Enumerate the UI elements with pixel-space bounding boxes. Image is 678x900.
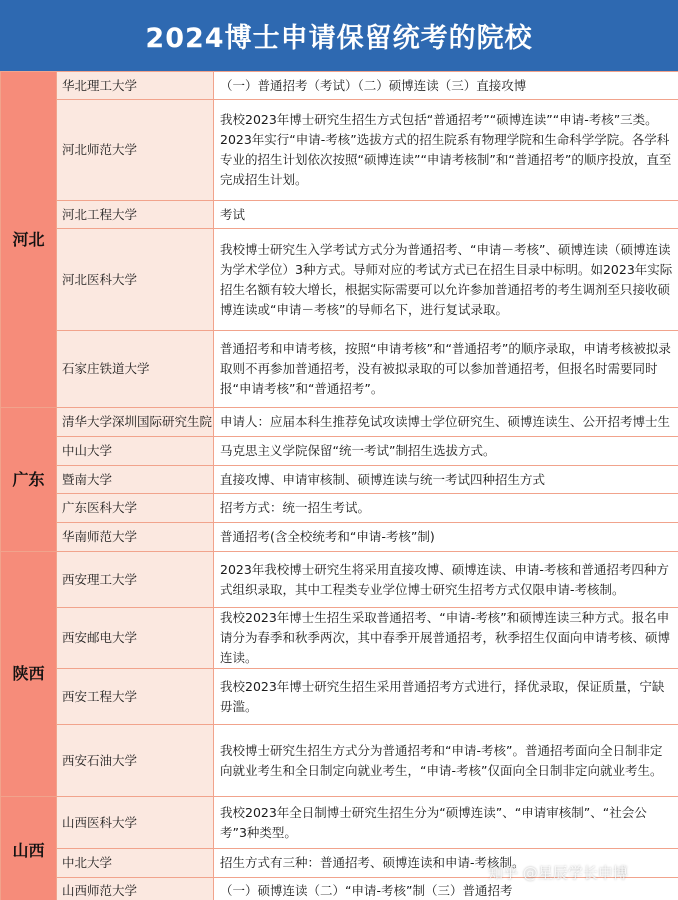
university-cell: 西安石油大学	[57, 725, 214, 797]
table-row	[1, 494, 678, 523]
university-cell: 中山大学	[57, 437, 214, 466]
description-cell: 我校2023年博士研究生招生方式包括“普通招考”“硕博连读”“申请-考核”三类。2023年实行“申请-考核”选拔方式的招生院系有物理学院和生命科学学院。各学科专业的招生计划依次按照“硕博连读”“申请考核制”和“普通招考”的顺序投放，直至完成招生计划。	[214, 100, 678, 201]
university-cell: 西安理工大学	[57, 552, 214, 608]
table-row	[1, 201, 678, 229]
table-row	[1, 100, 678, 201]
university-cell: 华北理工大学	[57, 72, 214, 100]
university-cell: 广东医科大学	[57, 494, 214, 523]
description-cell: 招考方式：统一招生考试。	[214, 494, 678, 523]
table-row	[1, 437, 678, 466]
description-cell: 我校博士研究生入学考试方式分为普通招考、“申请－考核”、硕博连读（硕博连读为学术学位）3种方式。导师对应的考试方式已在招生目录中标明。如2023年实际招生名额有较大增长，根据实际需要可以允许参加普通招考的考生调剂至只接收硕博连读或“申请－考核”的导师名下，进行复试录取。	[214, 229, 678, 331]
description-cell: 我校2023年全日制博士研究生招生分为“硕博连读”、“申请审核制”、“社会公考”3种类型。	[214, 797, 678, 849]
university-cell: 暨南大学	[57, 466, 214, 494]
university-cell: 中北大学	[57, 849, 214, 878]
table-row	[1, 725, 678, 797]
province-hebei: 河北	[1, 72, 57, 408]
university-cell: 西安工程大学	[57, 669, 214, 725]
page-title: 2024博士申请保留统考的院校	[0, 0, 678, 71]
table-row	[1, 229, 678, 331]
table-row	[1, 331, 678, 408]
table-row	[1, 72, 678, 100]
description-cell: 我校2023年博士生招生采取普通招考、“申请-考核”和硕博连读三种方式。报名申请分为春季和秋季两次，其中春季开展普通招考，秋季招生仅面向申请考核、硕博连读。	[214, 608, 678, 669]
table-row	[1, 608, 678, 669]
description-cell: 申请人：应届本科生推荐免试攻读博士学位研究生、硕博连读生、公开招考博士生	[214, 408, 678, 437]
description-cell: （一）硕博连读（二）“申请-考核”制（三）普通招考	[214, 878, 678, 900]
university-cell: 清华大学深圳国际研究生院	[57, 408, 214, 437]
university-cell: 华南师范大学	[57, 523, 214, 552]
description-cell: 普通招考(含全校统考和“申请-考核”制)	[214, 523, 678, 552]
table-row	[1, 466, 678, 494]
university-cell: 山西师范大学	[57, 878, 214, 900]
province-guangdong: 广东	[1, 408, 57, 552]
description-cell: 考试	[214, 201, 678, 229]
school-table	[0, 71, 678, 900]
university-cell: 山西医科大学	[57, 797, 214, 849]
description-cell: 招生方式有三种：普通招考、硕博连读和申请-考核制。	[214, 849, 678, 878]
description-cell: 普通招考和申请考核，按照“申请考核”和“普通招考”的顺序录取，申请考核被拟录取则不再参加普通招考，没有被拟录取的可以参加普通招考，但报名时需要同时报“申请考核”和“普通招考”。	[214, 331, 678, 408]
table-row	[1, 408, 678, 437]
description-cell: 我校2023年博士研究生招生采用普通招考方式进行，择优录取，保证质量，宁缺毋滥。	[214, 669, 678, 725]
description-cell: 我校博士研究生招生方式分为普通招考和“申请-考核”。普通招考面向全日制非定向就业考生和全日制定向就业考生，“申请-考核”仅面向全日制非定向就业考生。	[214, 725, 678, 797]
province-shanxi: 山西	[1, 797, 57, 900]
university-cell: 河北师范大学	[57, 100, 214, 201]
description-cell: 直接攻博、申请审核制、硕博连读与统一考试四种招生方式	[214, 466, 678, 494]
table-row	[1, 669, 678, 725]
table-row	[1, 797, 678, 849]
description-cell: （一）普通招考（考试）（二）硕博连读（三）直接攻博	[214, 72, 678, 100]
watermark: 知乎 @星辰学长申博	[488, 864, 628, 882]
province-shaanxi: 陕西	[1, 552, 57, 797]
university-cell: 西安邮电大学	[57, 608, 214, 669]
table-row	[1, 523, 678, 552]
description-cell: 马克思主义学院保留“统一考试”制招生选拔方式。	[214, 437, 678, 466]
table-row	[1, 552, 678, 608]
university-cell: 石家庄铁道大学	[57, 331, 214, 408]
description-cell: 2023年我校博士研究生将采用直接攻博、硕博连读、申请-考核和普通招考四种方式组织录取，其中工程类专业学位博士研究生招考方式仅限申请-考核制。	[214, 552, 678, 608]
university-cell: 河北工程大学	[57, 201, 214, 229]
university-cell: 河北医科大学	[57, 229, 214, 331]
